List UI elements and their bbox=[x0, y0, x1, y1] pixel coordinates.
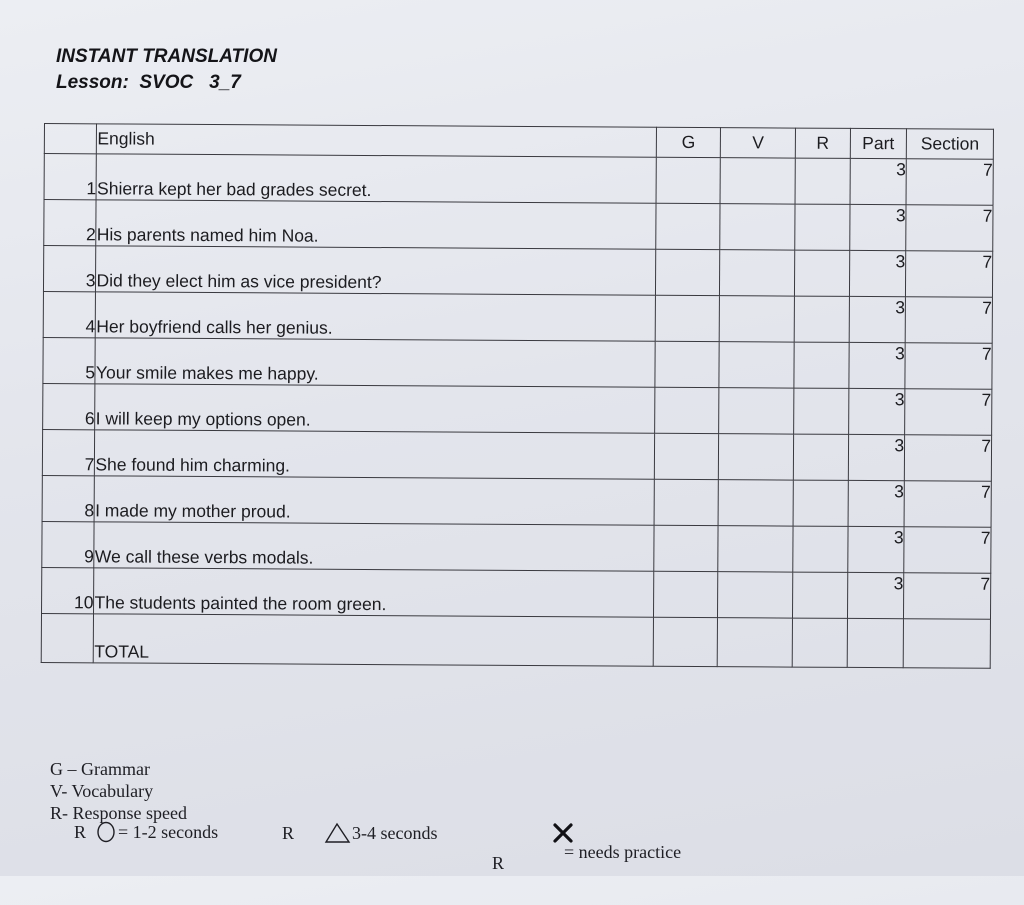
worksheet-header bbox=[56, 44, 277, 96]
legend-response-speed: R- Response speed bbox=[50, 803, 187, 823]
row-english-sentence: The students painted the room green. bbox=[94, 568, 654, 617]
header-number-cell bbox=[44, 124, 97, 154]
header-part: Part bbox=[850, 128, 907, 158]
row-number: 9 bbox=[42, 521, 95, 567]
table-row bbox=[44, 154, 993, 206]
row-vocabulary-cell[interactable] bbox=[720, 250, 795, 296]
row-section: 7 bbox=[906, 159, 993, 206]
row-grammar-cell[interactable] bbox=[655, 341, 720, 387]
row-part: 3 bbox=[847, 526, 904, 572]
table-row bbox=[44, 200, 993, 252]
row-response-cell[interactable] bbox=[794, 388, 849, 434]
rating-medium-text: 3-4 seconds bbox=[352, 822, 438, 843]
row-vocabulary-cell[interactable] bbox=[719, 434, 794, 480]
rating-fast-text: = 1-2 seconds bbox=[118, 821, 219, 842]
row-number: 7 bbox=[42, 429, 95, 475]
row-number: 8 bbox=[42, 475, 95, 521]
rating-cross-wrap bbox=[528, 821, 681, 905]
row-section: 7 bbox=[904, 527, 991, 574]
rating-cross-text: = needs practice bbox=[564, 842, 682, 862]
row-grammar-cell[interactable] bbox=[653, 571, 718, 617]
legend-grammar: G – Grammar bbox=[50, 759, 150, 779]
row-english-sentence: Your smile makes me happy. bbox=[95, 338, 655, 387]
rating-letter: R bbox=[282, 822, 295, 843]
row-part: 3 bbox=[847, 572, 904, 618]
row-part: 3 bbox=[850, 158, 907, 204]
row-grammar-cell[interactable] bbox=[654, 387, 719, 433]
row-number: 4 bbox=[43, 291, 96, 337]
total-vocabulary-cell[interactable] bbox=[718, 618, 793, 667]
row-part: 3 bbox=[848, 434, 905, 480]
row-grammar-cell[interactable] bbox=[654, 433, 719, 479]
row-english-sentence: Shierra kept her bad grades secret. bbox=[97, 154, 657, 203]
row-number: 3 bbox=[43, 246, 96, 292]
row-part: 3 bbox=[849, 296, 906, 342]
row-part: 3 bbox=[849, 250, 906, 296]
row-section: 7 bbox=[905, 389, 992, 436]
row-section: 7 bbox=[906, 205, 993, 252]
header-vocabulary: V bbox=[721, 128, 796, 158]
total-label: TOTAL bbox=[94, 614, 654, 666]
row-english-sentence: His parents named him Noa. bbox=[96, 200, 656, 249]
rating-letter: R bbox=[492, 852, 505, 873]
row-number: 5 bbox=[43, 337, 96, 383]
translation-table bbox=[41, 123, 994, 669]
row-section: 7 bbox=[904, 481, 991, 528]
circle-icon bbox=[96, 821, 118, 843]
row-vocabulary-cell[interactable] bbox=[720, 204, 795, 250]
table-row bbox=[43, 383, 992, 435]
row-section: 7 bbox=[906, 251, 993, 298]
row-section: 7 bbox=[904, 435, 991, 482]
row-response-cell[interactable] bbox=[795, 204, 850, 250]
legend bbox=[50, 758, 187, 824]
rating-letter: R bbox=[74, 821, 87, 842]
row-response-cell[interactable] bbox=[793, 480, 848, 526]
row-grammar-cell[interactable] bbox=[654, 479, 719, 525]
table-row bbox=[43, 246, 992, 298]
table-row bbox=[42, 475, 991, 527]
row-grammar-cell[interactable] bbox=[655, 249, 720, 295]
row-grammar-cell[interactable] bbox=[655, 295, 720, 341]
rating-needs-practice bbox=[492, 821, 681, 905]
total-grammar-cell[interactable] bbox=[653, 617, 718, 666]
row-vocabulary-cell[interactable] bbox=[720, 296, 795, 342]
row-part: 3 bbox=[849, 204, 906, 250]
row-english-sentence: I will keep my options open. bbox=[95, 384, 655, 433]
row-response-cell[interactable] bbox=[794, 342, 849, 388]
row-english-sentence: I made my mother proud. bbox=[95, 476, 655, 525]
row-part: 3 bbox=[848, 480, 905, 526]
row-response-cell[interactable] bbox=[794, 296, 849, 342]
legend-vocabulary: V- Vocabulary bbox=[50, 781, 154, 801]
header-grammar: G bbox=[656, 127, 721, 157]
row-vocabulary-cell[interactable] bbox=[720, 158, 795, 204]
row-grammar-cell[interactable] bbox=[656, 203, 721, 249]
total-response-cell[interactable] bbox=[792, 618, 847, 667]
row-section: 7 bbox=[905, 297, 992, 344]
cross-icon bbox=[552, 822, 574, 844]
row-grammar-cell[interactable] bbox=[654, 525, 719, 571]
rating-medium bbox=[282, 821, 438, 845]
table-row bbox=[42, 567, 991, 619]
row-number: 6 bbox=[43, 383, 96, 429]
table-row bbox=[43, 291, 992, 343]
row-response-cell[interactable] bbox=[793, 526, 848, 572]
row-grammar-cell[interactable] bbox=[656, 157, 721, 203]
row-response-cell[interactable] bbox=[795, 250, 850, 296]
row-vocabulary-cell[interactable] bbox=[718, 526, 793, 572]
row-response-cell[interactable] bbox=[793, 572, 848, 618]
row-english-sentence: Did they elect him as vice president? bbox=[96, 246, 656, 295]
row-vocabulary-cell[interactable] bbox=[719, 388, 794, 434]
worksheet-title: INSTANT TRANSLATION bbox=[56, 46, 277, 67]
table-row bbox=[42, 429, 991, 481]
row-vocabulary-cell[interactable] bbox=[719, 342, 794, 388]
table-row bbox=[42, 521, 991, 573]
table-row bbox=[43, 337, 992, 389]
rating-fast bbox=[74, 821, 218, 843]
row-english-sentence: Her boyfriend calls her genius. bbox=[96, 292, 656, 341]
header-response: R bbox=[795, 128, 850, 158]
total-row bbox=[41, 613, 990, 668]
row-section: 7 bbox=[904, 573, 991, 620]
total-number-cell bbox=[41, 613, 94, 662]
triangle-icon bbox=[324, 821, 352, 845]
row-number: 2 bbox=[44, 200, 97, 246]
row-number: 10 bbox=[42, 567, 95, 613]
row-english-sentence: We call these verbs modals. bbox=[94, 522, 654, 571]
row-english-sentence: She found him charming. bbox=[95, 430, 655, 479]
header-english: English bbox=[97, 124, 656, 157]
row-number: 1 bbox=[44, 154, 97, 200]
row-response-cell[interactable] bbox=[793, 434, 848, 480]
row-part: 3 bbox=[849, 342, 906, 388]
total-part-cell[interactable] bbox=[847, 618, 904, 667]
row-vocabulary-cell[interactable] bbox=[718, 572, 793, 618]
response-rating-key bbox=[74, 821, 694, 873]
row-vocabulary-cell[interactable] bbox=[718, 480, 793, 526]
total-section-cell[interactable] bbox=[903, 619, 990, 669]
row-section: 7 bbox=[905, 343, 992, 390]
row-part: 3 bbox=[848, 388, 905, 434]
lesson-label: Lesson: SVOC 3_7 bbox=[56, 72, 241, 93]
row-response-cell[interactable] bbox=[795, 158, 850, 204]
header-section: Section bbox=[906, 129, 993, 160]
